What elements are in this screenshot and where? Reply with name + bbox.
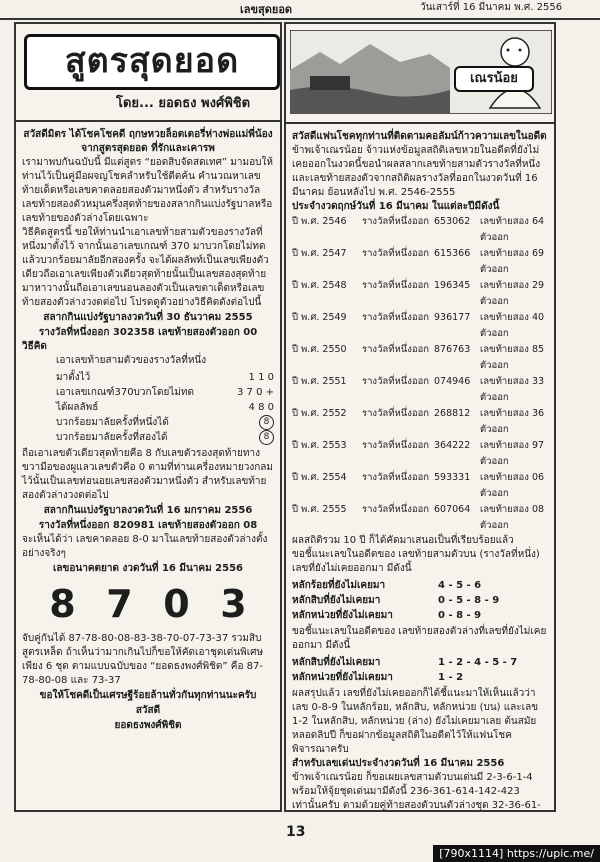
stats-first-prize: 364222 bbox=[434, 440, 471, 451]
left-column bbox=[14, 22, 282, 812]
big-digit: 7 bbox=[106, 582, 133, 626]
left-para-4: จะเห็นได้ว่า เลขคาดลอย 8-0 มาในเลขท้ายสองตัวล่างตั้งอย่างจริงๆ bbox=[22, 534, 268, 559]
stats-first-label: รางวัลที่หนึ่งออก bbox=[362, 472, 430, 483]
stats-two-digit: 36 bbox=[532, 408, 545, 419]
stats-first-label: รางวัลที่หนึ่งออก bbox=[362, 344, 430, 355]
stats-first-prize: 593331 bbox=[434, 472, 471, 483]
stats-two-digit: 69 bbox=[532, 248, 545, 259]
left-column-header bbox=[16, 24, 280, 122]
stats-first-prize: 876763 bbox=[434, 344, 471, 355]
calc-row: มาตั้งไว้ 1 1 0 bbox=[56, 372, 274, 383]
big-digit: 0 bbox=[163, 582, 190, 626]
missing-row: หลักหน่วยที่ยังไม่เคยมา 0 - 8 - 9 bbox=[292, 610, 482, 621]
stats-first-label: รางวัลที่หนึ่งออก bbox=[362, 408, 430, 419]
right-para-4: ขอชี้แนะเลขในอดีตของ เลขท้ายสองตัวล่างที่เลขที่ยังไม่เคยออกมา มีดังนี้ bbox=[292, 626, 547, 651]
circled-digit: 8 bbox=[259, 415, 274, 430]
missing-row: หลักร้อยที่ยังไม่เคยมา 4 - 5 - 6 bbox=[292, 580, 482, 591]
circled-digit: 8 bbox=[259, 430, 274, 445]
stats-year: ปี พ.ศ. 2550 bbox=[292, 344, 347, 355]
missing-row: หลักสิบที่ยังไม่เคยมา 1 - 2 - 4 - 5 - 7 bbox=[292, 657, 518, 668]
top-header bbox=[0, 0, 600, 20]
stats-year: ปี พ.ศ. 2554 bbox=[292, 472, 347, 483]
stats-first-prize: 268812 bbox=[434, 408, 471, 419]
stats-first-prize: 936177 bbox=[434, 312, 471, 323]
stats-two-label: เลขท้ายสองตัวออก bbox=[480, 504, 529, 531]
stats-two-digit: 33 bbox=[532, 376, 545, 387]
missing-three-digit-table bbox=[292, 578, 548, 623]
right-next-title: สำหรับเลขเด่นประจำงวดวันที่ 16 มีนาคม 2556 bbox=[292, 758, 505, 769]
next-draw-title: เลขอนาคตยาด งวดวันที่ 16 มีนาคม 2556 bbox=[52, 563, 244, 574]
calc-intro: เอาเลขท้ายสามตัวของรางวัลที่หนึ่ง bbox=[56, 355, 207, 366]
calc-row: ได้ผลลัพธ์ 4 8 0 bbox=[56, 402, 274, 413]
right-para-2: ผลสถิติรวม 10 ปี ก็ได้คัดมาเสนอเป็นที่เรียบร้อยแล้ว bbox=[292, 535, 514, 546]
stats-two-label: เลขท้ายสองตัวออก bbox=[480, 408, 529, 435]
missing-row: หลักหน่วยที่ยังไม่เคยมา 1 - 2 bbox=[292, 672, 464, 683]
byline: โดย... ยอดธง พงศ์พิชิต bbox=[116, 96, 251, 111]
stats-first-label: รางวัลที่หนึ่งออก bbox=[362, 376, 430, 387]
draw1-result: รางวัลที่หนึ่งออก 302358 เลขท้ายสองตัวออก 00 bbox=[38, 327, 258, 338]
stats-two-label: เลขท้ายสองตัวออก bbox=[480, 312, 529, 339]
stats-year: ปี พ.ศ. 2551 bbox=[292, 376, 347, 387]
stats-year: ปี พ.ศ. 2549 bbox=[292, 312, 347, 323]
stats-first-prize: 615366 bbox=[434, 248, 471, 259]
left-para-1: เรามาพบกันฉบับนี้ มีแต่สูตร “ยอดสิบจัดสดเทศ” มามอบให้ท่านไว้เป็นคู่มือผจญโชคลำหรับใช้ดีดค้น คำนวณหาเลขท้ายเด็ดหรือเลขคาดลอยสองตัวมาหนึ่งตัว สำหรับรางวัลเลขท้ายสองตัวหมุนครึ่งสุดท้ายของสลากกินแบ่งรัฐบาลหรือเลขท้ายของตัวล่างโดยเฉพาะ bbox=[22, 157, 273, 224]
stats-title: ประจำงวดฤกษ์วันที่ 16 มีนาคม ในแต่ละปีมีดังนี้ bbox=[292, 201, 500, 212]
stats-first-prize: 653062 bbox=[434, 216, 471, 227]
stats-table bbox=[286, 214, 554, 534]
stats-row bbox=[292, 310, 548, 342]
stats-year: ปี พ.ศ. 2552 bbox=[292, 408, 347, 419]
stats-row bbox=[292, 502, 548, 534]
right-column-header bbox=[286, 24, 554, 124]
missing-two-digit-table bbox=[292, 655, 548, 685]
stats-row bbox=[292, 246, 548, 278]
stats-first-prize: 074946 bbox=[434, 376, 471, 387]
issue-date: วันเสาร์ที่ 16 มีนาคม พ.ศ. 2556 bbox=[420, 2, 563, 13]
stats-year: ปี พ.ศ. 2548 bbox=[292, 280, 347, 291]
stats-two-label: เลขท้ายสองตัวออก bbox=[480, 280, 529, 307]
left-closing: ขอให้โชคดีเป็นเศรษฐีร้อยล้านทั่วกันทุกท่านนะครับ bbox=[39, 690, 257, 701]
stats-two-label: เลขท้ายสองตัวออก bbox=[480, 216, 529, 243]
stats-two-label: เลขท้ายสองตัวออก bbox=[480, 376, 529, 403]
stats-year: ปี พ.ศ. 2555 bbox=[292, 504, 347, 515]
left-pairs: จับคู่กันได้ 87-78-80-08-83-38-70-07-73-37 รวมสิบสูตรเหล็ด ถ้าเห็นว่ามากเกินไปก็ขอให้คัดเอาชุดเด่นพิเศษเพียง 6 ชุด ตามแบบฉบับของ “ยอดธงพงศ์พิชิต” คือ 87-78-80-08 และ 73-37 bbox=[22, 633, 264, 686]
right-intro: สวัสดีแฟนโชคทุกท่านที่ติดตามคอลัมน์ก้าวความเลขในอดีต bbox=[292, 131, 547, 142]
big-digit: 8 bbox=[49, 582, 76, 626]
stats-first-label: รางวัลที่หนึ่งออก bbox=[362, 216, 430, 227]
stats-two-digit: 08 bbox=[532, 504, 545, 515]
left-para-3: ถือเอาเลขตัวเดียวสุดท้ายคือ 8 กับเลขตัวรองสุดท้ายทางขวามือของผูแลวเลขตัวคือ 0 ตามที่ท่านเครื่องหมายวงกลมไว้นั้นเป็นเลขท่อนอยเลขสองตัวมาหนึ่งตัว สำหรับเลขท้ายสองตัวล่างวงดต่อไป bbox=[22, 448, 273, 501]
stats-first-label: รางวัลที่หนึ่งออก bbox=[362, 248, 430, 259]
stats-two-label: เลขท้ายสองตัวออก bbox=[480, 344, 529, 371]
stats-year: ปี พ.ศ. 2553 bbox=[292, 440, 347, 451]
right-para-5: ผลสรุปแล้ว เลขที่ยังไม่เคยออกก็ได้ชี้แนะมาให้เห็นแล้วว่าเลข 0-8-9 ในหลักร้อย, หลักสิบ, หลักหน่วย (บน) และเลข 1-2 ในหลักสิบ, หลักหน่วย (ล่าง) ยังไม่เคยมาเลย ต้นสมัยหลอดลิบปี ก็ขอฝากข้อมูลสถิติในอดีตไว้ให้แฟนโชคพิจารณาครับ bbox=[292, 688, 539, 755]
stats-row bbox=[292, 470, 548, 502]
stats-first-label: รางวัลที่หนึ่งออก bbox=[362, 440, 430, 451]
stats-two-label: เลขท้ายสองตัวออก bbox=[480, 248, 529, 275]
stats-row bbox=[292, 214, 548, 246]
stats-year: ปี พ.ศ. 2547 bbox=[292, 248, 347, 259]
calc-table bbox=[56, 370, 274, 445]
publication-name: เลขสุดยอด bbox=[240, 3, 293, 16]
right-para-1: ข้าพเจ้าเณรน้อย จ้าวแห่งข้อมูลสถิติเลขหวยในอดีตที่ยังไม่เคยออกในงวดนี้ขอนำผลสลากเลขท้ายสามตัวรางวัลที่หนึ่งและเลขท้ายสองตัวจากสถิติผลรางวัลที่ออกในงวดวันที่ 16 มีนาคม ย้อนหลังไป พ.ศ. 2546-2555 bbox=[292, 145, 541, 198]
right-para-3: ขอชี้แนะเลขในอดีตของ เลขท้ายสามตัวบน (รางวัลที่หนึ่ง) เลขที่ยังไม่เคยออกมา มีดังนี้ bbox=[292, 549, 540, 574]
calc-row: บวกร้อยมาลัยครั้งที่หนึ่งได้ 8 bbox=[56, 415, 274, 430]
right-column bbox=[284, 22, 556, 812]
stats-row bbox=[292, 374, 548, 406]
stats-first-prize: 196345 bbox=[434, 280, 471, 291]
right-para-6: ข้าพเจ้าเณรน้อย ก็ขอเผยเลขสามตัวบนเด่นมี 2-3-6-1-4 พร้อมให้จุ้ยชุดเด่นมามีดังนี้ 236-361-614-142-423 เท่านั้นครับ ตามด้วยคู่ท้ายสองตัวบนตัวล่างชุด 32-36-61- bbox=[292, 772, 541, 811]
stats-two-label: เลขท้ายสองตัวออก bbox=[480, 440, 529, 467]
stats-two-digit: 64 bbox=[532, 216, 545, 227]
stats-row bbox=[292, 406, 548, 438]
draw1-title: สลากกินแบ่งรัฐบาลงวดวันที่ 30 ธันวาคม 2555 bbox=[43, 312, 253, 323]
method-label: วิธีคิด bbox=[22, 341, 47, 352]
stats-row bbox=[292, 278, 548, 310]
page-number: 13 bbox=[286, 824, 306, 840]
stats-first-label: รางวัลที่หนึ่งออก bbox=[362, 504, 430, 515]
stats-first-prize: 607064 bbox=[434, 504, 471, 515]
stats-two-digit: 06 bbox=[532, 472, 545, 483]
stats-row bbox=[292, 438, 548, 470]
big-digit: 3 bbox=[220, 582, 247, 626]
missing-row: หลักสิบที่ยังไม่เคยมา 0 - 5 - 8 - 9 bbox=[292, 595, 500, 606]
left-closing-2: สวัสดี bbox=[135, 705, 161, 716]
stats-two-digit: 40 bbox=[532, 312, 545, 323]
calc-row: เอาเลขเกณฑ์370บวกโดยไม่ทด 3 7 0 + bbox=[56, 387, 274, 398]
draw2-result: รางวัลที่หนึ่งออก 820981 เลขท้ายสองตัวออก 08 bbox=[38, 520, 258, 531]
left-signature: ยอดธงพงศ์พิชิต bbox=[114, 720, 182, 731]
stats-first-label: รางวัลที่หนึ่งออก bbox=[362, 312, 430, 323]
stats-two-label: เลขท้ายสองตัวออก bbox=[480, 472, 529, 499]
left-intro: สวัสดีมิตร ได้โชคโชคดี ฤกษหวยล็อตเตอรี่ห่างพ่อแม่พี่น้อง จากสูตรสุดยอด ที่รักและเคารพ bbox=[23, 129, 273, 154]
stats-two-digit: 97 bbox=[532, 440, 545, 451]
stats-two-digit: 85 bbox=[532, 344, 545, 355]
column-badge: เณรน้อย bbox=[454, 66, 534, 92]
big-digits bbox=[34, 582, 262, 626]
stats-row bbox=[292, 342, 548, 374]
calc-row: บวกร้อยมาลัยครั้งที่สองได้ 8 bbox=[56, 430, 274, 445]
stats-year: ปี พ.ศ. 2546 bbox=[292, 216, 347, 227]
stats-two-digit: 29 bbox=[532, 280, 545, 291]
left-para-2: วิธีคิดสูตรนี้ ขอให้ท่านนำเอาเลขท้ายสามตัวของรางวัลที่หนึ่งมาตั้งไว้ จากนั้นเอาเลขเกณฑ์ 370 มาบวกโดยไม่ทด แล้วบวกร้อยมาลัยอีกสองครั้ง จะได้ผลลัพท์เป็นเลขเพียงตัวเดียวถือเอาเลขเพียงตัวเดียวสุดท้ายนั้นเป็นเลขสองสุดท้ายมาหาวางนั้นถือเอาเลขนอนลองตัวเป็นเลขตาเด็ดหรือเลขท้ายสองตัวล่างวงดต่อไป โปรดดูตัวอย่างวิธีคิดดังต่อไปนี้ bbox=[22, 227, 269, 308]
watermark: [790x1114] https://upic.me/ bbox=[433, 845, 600, 862]
stats-first-label: รางวัลที่หนึ่งออก bbox=[362, 280, 430, 291]
column-logo: สูตรสุดยอด bbox=[24, 34, 280, 90]
draw2-title: สลากกินแบ่งรัฐบาลงวดวันที่ 16 มกราคม 2556 bbox=[43, 505, 253, 516]
